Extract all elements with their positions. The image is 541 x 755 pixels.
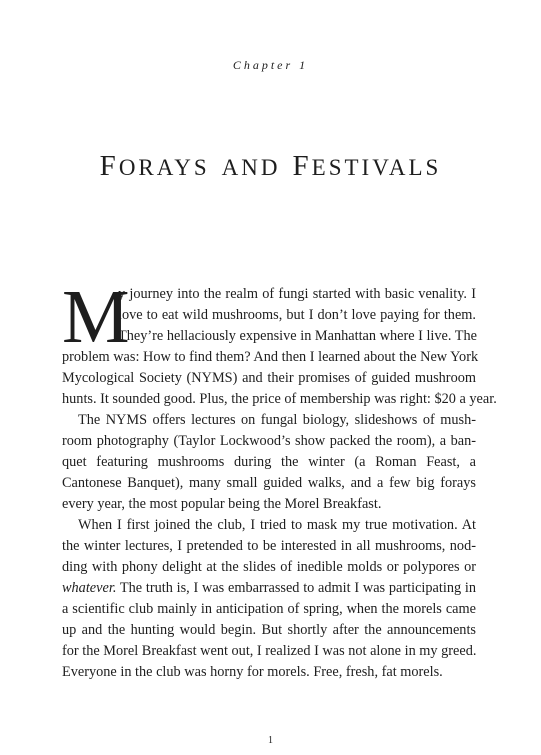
title-word-2: AND <box>221 155 281 180</box>
text-line: When I first joined the club, I tried to mask my true motivation. At <box>78 517 476 533</box>
page-number: 1 <box>268 735 273 746</box>
text-line: room photography (Taylor Lockwood’s show packed the room), a ban- <box>62 433 476 449</box>
drop-cap: M <box>62 275 130 359</box>
title-word-1: ORAYS <box>118 155 210 180</box>
text-line: a scientific club mainly in anticipation of spring, when the morels came <box>62 601 476 617</box>
text-line: quet featuring mushrooms during the winter (a Roman Feast, a <box>62 454 476 470</box>
text-line: Mycological Society (NYMS) and their promises of guided mushroom <box>62 370 476 386</box>
title-initial-3: F <box>292 150 312 182</box>
text-line-italic-lead <box>62 578 476 599</box>
italic-word: whatever. <box>62 580 117 596</box>
title-initial-1: F <box>99 150 119 182</box>
text-line: the winter lectures, I pretended to be interested in all mushrooms, nod- <box>62 538 476 554</box>
text-line: every year, the most popular being the Morel Breakfast. <box>62 496 382 512</box>
text-line: Cantonese Banquet), many small guided walks, and a few big forays <box>62 475 476 491</box>
text-line: ding with phony delight at the slides of inedible molds or polypores or <box>62 559 476 575</box>
title-word-3: ESTIVALS <box>311 155 442 180</box>
text-line: love to eat wild mushrooms, but I don’t love paying for them. <box>118 307 476 323</box>
chapter-label: Chapter 1 <box>232 58 309 72</box>
text-line-rest: The truth is, I was embarrassed to admit I was participating in <box>119 580 476 596</box>
text-line: y journey into the realm of fungi started with basic venality. I <box>118 286 476 302</box>
text-line: for the Morel Breakfast went out, I realized I was not alone in my greed. <box>62 643 477 659</box>
text-line: The NYMS offers lectures on fungal biology, slideshows of mush- <box>78 412 476 428</box>
text-line: problem was: How to find them? And then I learned about the New York <box>62 349 479 365</box>
text-line: Everyone in the club was horny for morels. Free, fresh, fat morels. <box>62 664 443 680</box>
text-line: up and the hunting would begin. But shortly after the announcements <box>62 622 476 638</box>
text-line: hunts. It sounded good. Plus, the price of membership was right: $20 a year. <box>62 391 497 407</box>
chapter-title <box>0 150 541 183</box>
text-line: They’re hellaciously expensive in Manhattan where I live. The <box>118 328 478 344</box>
